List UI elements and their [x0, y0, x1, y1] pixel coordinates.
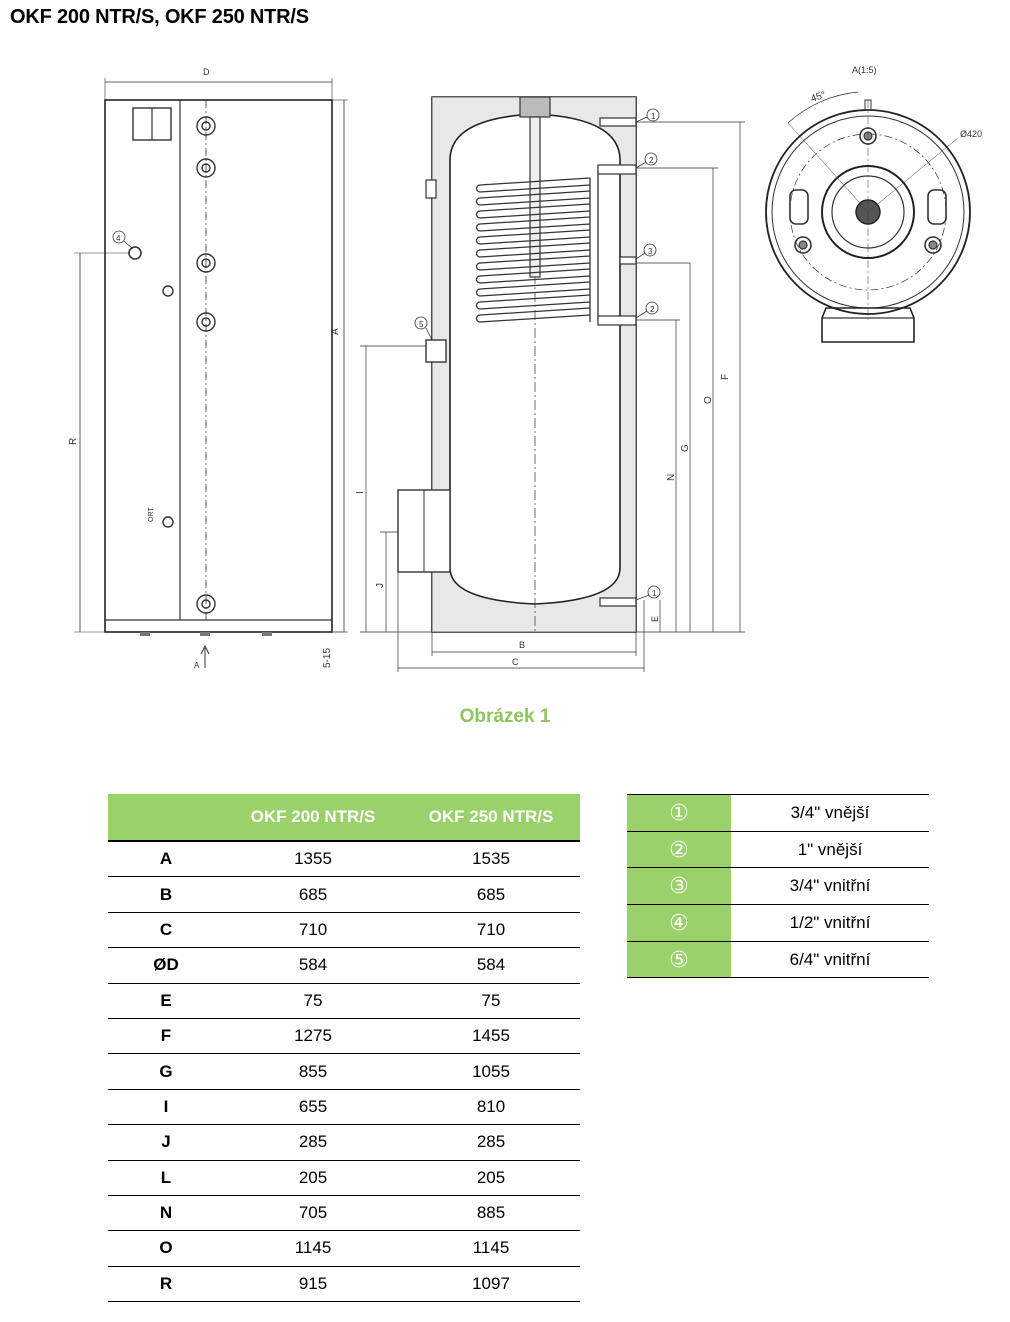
dim-value-250: 710 [402, 912, 580, 947]
dim-value-200: 655 [224, 1089, 402, 1124]
table-row [108, 948, 580, 983]
dim-key: A [108, 841, 224, 877]
dim-b-label: B [519, 640, 526, 650]
callout-5: 5 [419, 320, 424, 329]
dim-value-250: 1535 [402, 841, 580, 877]
section-view [355, 97, 745, 672]
callout-1-top: 1 [651, 112, 656, 121]
connection-symbol: ② [627, 831, 731, 868]
dim-key: F [108, 1018, 224, 1053]
table-row [108, 1266, 580, 1301]
table-row [627, 795, 929, 832]
dim-value-200: 710 [224, 912, 402, 947]
section-a-arrow-label: A [194, 661, 200, 670]
dim-value-200: 1355 [224, 841, 402, 877]
dim-c-label: C [512, 657, 519, 667]
table-header-row [108, 794, 580, 841]
page-title: OKF 200 NTR/S, OKF 250 NTR/S [10, 6, 309, 28]
table-row [108, 983, 580, 1018]
dim-value-200: 205 [224, 1160, 402, 1195]
table-row [627, 941, 929, 978]
front-view [68, 67, 348, 670]
table-row [108, 1054, 580, 1089]
dim-value-200: 915 [224, 1266, 402, 1301]
dim-f-label: F [720, 373, 731, 380]
connection-desc: 1" vnější [731, 831, 929, 868]
technical-drawing [0, 40, 1010, 680]
dim-d-label: D [203, 67, 210, 77]
callout-3: 3 [648, 247, 653, 256]
dimensions-table [108, 794, 580, 1302]
callout-2-bottom: 2 [650, 305, 655, 314]
table-row [108, 1125, 580, 1160]
angle-label: 45° [809, 89, 828, 105]
dim-value-200: 1145 [224, 1231, 402, 1266]
table-row [627, 868, 929, 905]
dim-e-label: E [650, 615, 660, 622]
connection-symbol: ④ [627, 905, 731, 942]
dim-value-250: 1145 [402, 1231, 580, 1266]
diameter-label: Ø420 [960, 129, 983, 139]
table-row [108, 1195, 580, 1230]
dim-value-250: 1097 [402, 1266, 580, 1301]
dim-value-250: 205 [402, 1160, 580, 1195]
header-blank [108, 794, 224, 841]
connection-desc: 6/4" vnitřní [731, 941, 929, 978]
connection-symbol: ③ [627, 868, 731, 905]
connection-desc: 3/4" vnitřní [731, 868, 929, 905]
dim-n-label: N [666, 473, 677, 481]
dim-value-250: 1455 [402, 1018, 580, 1053]
table-row [108, 877, 580, 912]
dim-key: I [108, 1089, 224, 1124]
dim-key: ØD [108, 948, 224, 983]
connection-symbol: ⑤ [627, 941, 731, 978]
callout-4: 4 [116, 234, 121, 243]
dim-value-200: 855 [224, 1054, 402, 1089]
dim-value-250: 1055 [402, 1054, 580, 1089]
dim-o-label: O [703, 396, 714, 404]
ort-label: ORT [148, 507, 155, 522]
dim-value-200: 75 [224, 983, 402, 1018]
dim-r-label: R [68, 437, 79, 445]
connection-desc: 3/4" vnější [731, 795, 929, 832]
dim-key: G [108, 1054, 224, 1089]
connection-symbol: ① [627, 795, 731, 832]
connections-table [627, 794, 929, 978]
dim-value-250: 885 [402, 1195, 580, 1230]
callout-2-top: 2 [649, 156, 654, 165]
dim-key: J [108, 1125, 224, 1160]
table-row [108, 912, 580, 947]
dim-key: E [108, 983, 224, 1018]
dim-value-200: 1275 [224, 1018, 402, 1053]
callout-1-bottom: 1 [652, 589, 657, 598]
header-okf200: OKF 200 NTR/S [224, 794, 402, 841]
top-view [766, 89, 970, 342]
table-row [108, 1231, 580, 1266]
dim-key: C [108, 912, 224, 947]
dim-i-label: I [355, 491, 366, 494]
dim-gap-label: 5-15 [322, 647, 333, 668]
dim-value-250: 685 [402, 877, 580, 912]
table-row [108, 1018, 580, 1053]
dim-key: R [108, 1266, 224, 1301]
dim-a-label: A [330, 328, 341, 335]
dim-value-250: 285 [402, 1125, 580, 1160]
table-row [108, 1089, 580, 1124]
dim-value-200: 685 [224, 877, 402, 912]
table-row [108, 841, 580, 877]
dim-key: L [108, 1160, 224, 1195]
dim-g-label: G [680, 444, 691, 452]
dim-key: O [108, 1231, 224, 1266]
connection-desc: 1/2" vnitřní [731, 905, 929, 942]
dim-value-200: 705 [224, 1195, 402, 1230]
dim-key: B [108, 877, 224, 912]
header-okf250: OKF 250 NTR/S [402, 794, 580, 841]
dim-key: N [108, 1195, 224, 1230]
dim-value-250: 75 [402, 983, 580, 1018]
dim-value-200: 285 [224, 1125, 402, 1160]
figure-caption: Obrázek 1 [459, 706, 551, 727]
detail-label: A(1:5) [852, 65, 877, 75]
dim-j-label: J [375, 583, 386, 588]
table-row [108, 1160, 580, 1195]
dim-value-200: 584 [224, 948, 402, 983]
dim-value-250: 584 [402, 948, 580, 983]
table-row [627, 831, 929, 868]
dim-value-250: 810 [402, 1089, 580, 1124]
table-row [627, 905, 929, 942]
